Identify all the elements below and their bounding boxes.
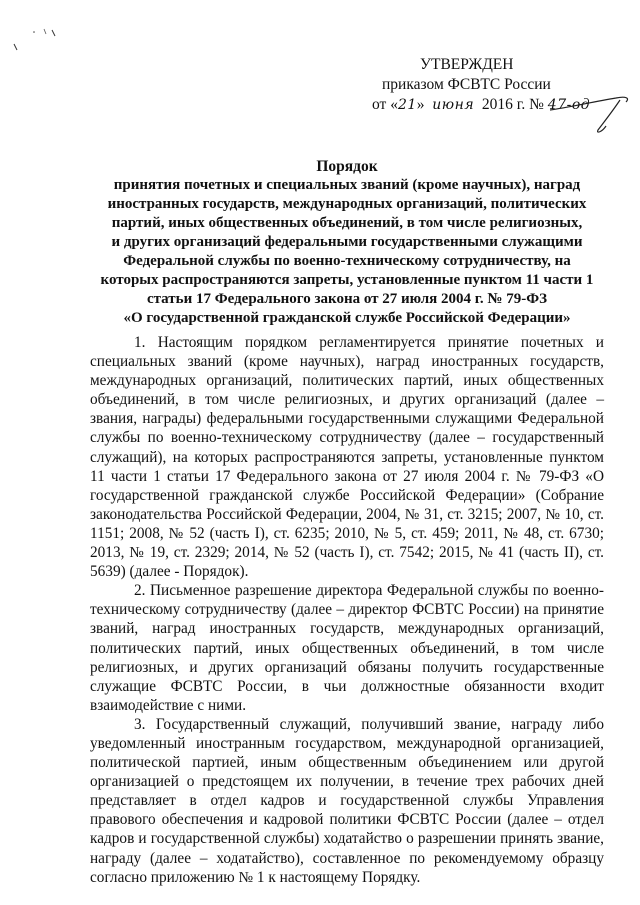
title-line: и других организаций федеральными государственными служащими — [111, 234, 583, 250]
title-line: иностранных государств, международных организаций, политических — [107, 196, 587, 212]
handwritten-month: июня — [432, 97, 475, 113]
title-line: статьи 17 Федерального закона от 27 июля 2004 г. № 79-ФЗ — [146, 291, 548, 307]
paragraph-1: 1. Настоящим порядком регламентируется принятие почетных и специальных званий (кроме научных), наград иностранных государств, международных организаций, политических партий, иных общественных объединений, в том числе религиозных, и других организаций (далее – звания, награды) федеральными государственными служащими Федеральной службы по военно-техническому сотрудничеству (далее – государственный служащий), на которых распространяются запреты, установленные пунктом 11 части 1 статьи 17 Федерального закона от 27 июля 2004 г. № 79-ФЗ «О государственной гражданской службе Российской Федерации» (Собрание законодательства Российской Федерации, 2004, № 31, ст. 3215; 2007, № 10, ст. 1151; 2008, № 52 (часть I), ст. 6235; 2010, № 5, ст. 459; 2011, № 48, ст. 6730; 2013, № 19, ст. 2329; 2014, № 52 (часть I), ст. 7542; 2015, № 41 (часть II), ст. 5639) (далее - Порядок). — [90, 334, 604, 581]
title-heading: Порядок — [316, 158, 378, 175]
title-line: принятия почетных и специальных званий (кроме научных), наград — [113, 177, 581, 193]
title-line: Федеральной службы по военно-техническому сотрудничеству, на — [123, 253, 571, 269]
document-body — [90, 333, 604, 887]
date-prefix: от « — [372, 96, 398, 113]
approval-order: приказом ФСВТС России — [382, 76, 551, 93]
paragraph-2: 2. Письменное разрешение директора Федеральной службы по военно-техническому сотрудничеству (далее – директор ФСВТС России) на принятие званий, наград иностранных государств, международных организаций, политических партий, иных общественных объединений, в том числе религиозных, и других организаций обязаны получить государственные служащие ФСВТС России, в чьи должностные обязанности входит взаимодействие с ними. — [90, 582, 604, 714]
title-line: партий, иных общественных объединений, в том числе религиозных, — [111, 215, 583, 231]
approval-title: УТВЕРЖДЕН — [420, 56, 514, 73]
handwritten-number: 47-од — [547, 97, 591, 113]
scan-specks — [8, 26, 68, 56]
title-line: «О государственной гражданской службе Российской Федерации» — [123, 310, 571, 326]
date-year: 2016 г. № — [481, 96, 544, 113]
document-title — [92, 157, 602, 328]
handwritten-flourish — [546, 84, 632, 136]
title-line: которых распространяются запреты, установленные пунктом 11 части 1 — [100, 272, 594, 288]
date-mid: » — [416, 96, 425, 113]
handwritten-day: 21 — [397, 97, 417, 113]
paragraph-3: 3. Государственный служащий, получивший звание, награду либо уведомленный иностранным государством, международной организацией, политической партией, иным общественным объединением или другой организацией о предстоящем их получении, в течение трех рабочих дней представляет в отдел кадров и государственной службы Управления правового обеспечения и кадровой политики ФСВТС России (далее – отдел кадров и государственной службы) ходатайство о разрешении принять звание, награду (далее – ходатайство), составленное по рекомендуемому образцу согласно приложению № 1 к настоящему Порядку. — [90, 715, 604, 886]
